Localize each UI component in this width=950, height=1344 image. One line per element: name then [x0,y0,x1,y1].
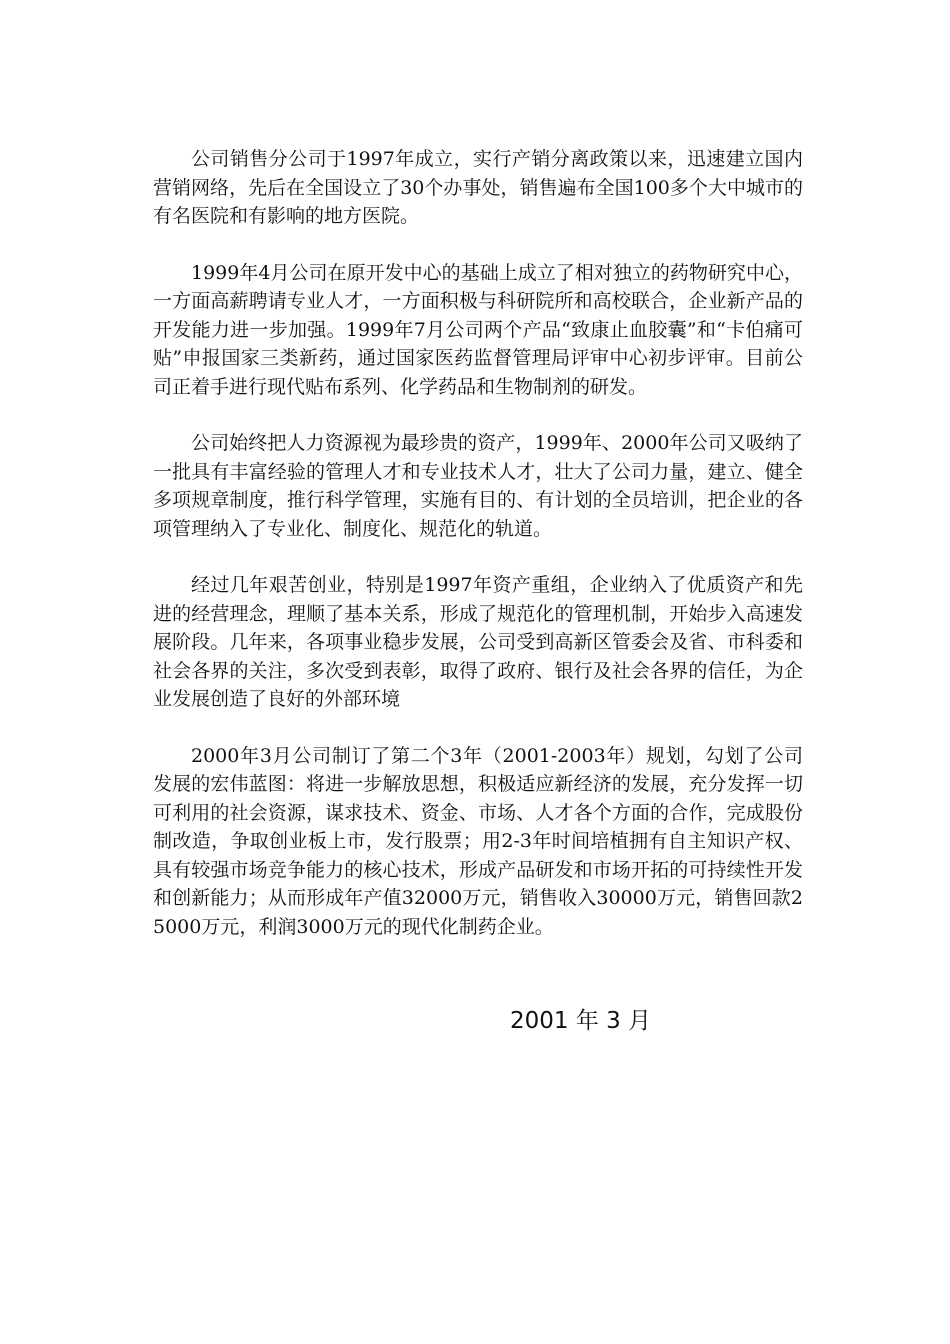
paragraph-human-resources: 公司始终把人力资源视为最珍贵的资产，1999年、2000年公司又吸纳了一批具有丰富经验的管理人才和专业技术人才，壮大了公司力量，建立、健全多项规章制度，推行科学管理，实施有目的、有计划的全员培训，把企业的各项管理纳入了专业化、制度化、规范化的轨道。 [153,432,803,540]
paragraph-research: 1999年4月公司在原开发中心的基础上成立了相对独立的药物研究中心，一方面高薪聘请专业人才，一方面积极与科研院所和高校联合，企业新产品的开发能力进一步加强。1999年7月公司两个产品“致康止血胶囊”和“卡伯痛可贴”申报国家三类新药，通过国家医药监督管理局评审中心初步评审。目前公司正着手进行现代贴布系列、化学药品和生物制剂的研发。 [153,261,803,398]
document-date: 2001 年 3 月 [510,1008,652,1034]
paragraph-plan: 2000年3月公司制订了第二个3年（2001-2003年）规划，勾划了公司发展的宏伟蓝图：将进一步解放思想，积极适应新经济的发展，充分发挥一切可利用的社会资源，谋求技术、资金、市场、人才各个方面的合作，完成股份制改造，争取创业板上市，发行股票；用2-3年时间培植拥有自主知识产权、具有较强市场竞争能力的核心技术，形成产品研发和市场开拓的可持续性开发和创新能力；从而形成年产值32000万元，销售收入30000万元，销售回款25000万元，利润3000万元的现代化制药企业。 [153,744,803,938]
body-text [153,145,803,969]
paragraph-development: 经过几年艰苦创业，特别是1997年资产重组，企业纳入了优质资产和先进的经营理念，理顺了基本关系，形成了规范化的管理机制，开始步入高速发展阶段。几年来，各项事业稳步发展，公司受到高新区管委会及省、市科委和社会各界的关注，多次受到表彰，取得了政府、银行及社会各界的信任，为企业发展创造了良好的外部环境 [153,574,803,710]
paragraph-sales: 公司销售分公司于1997年成立，实行产销分离政策以来，迅速建立国内营销网络，先后在全国设立了30个办事处，销售遍布全国100多个大中城市的有名医院和有影响的地方医院。 [153,148,803,227]
